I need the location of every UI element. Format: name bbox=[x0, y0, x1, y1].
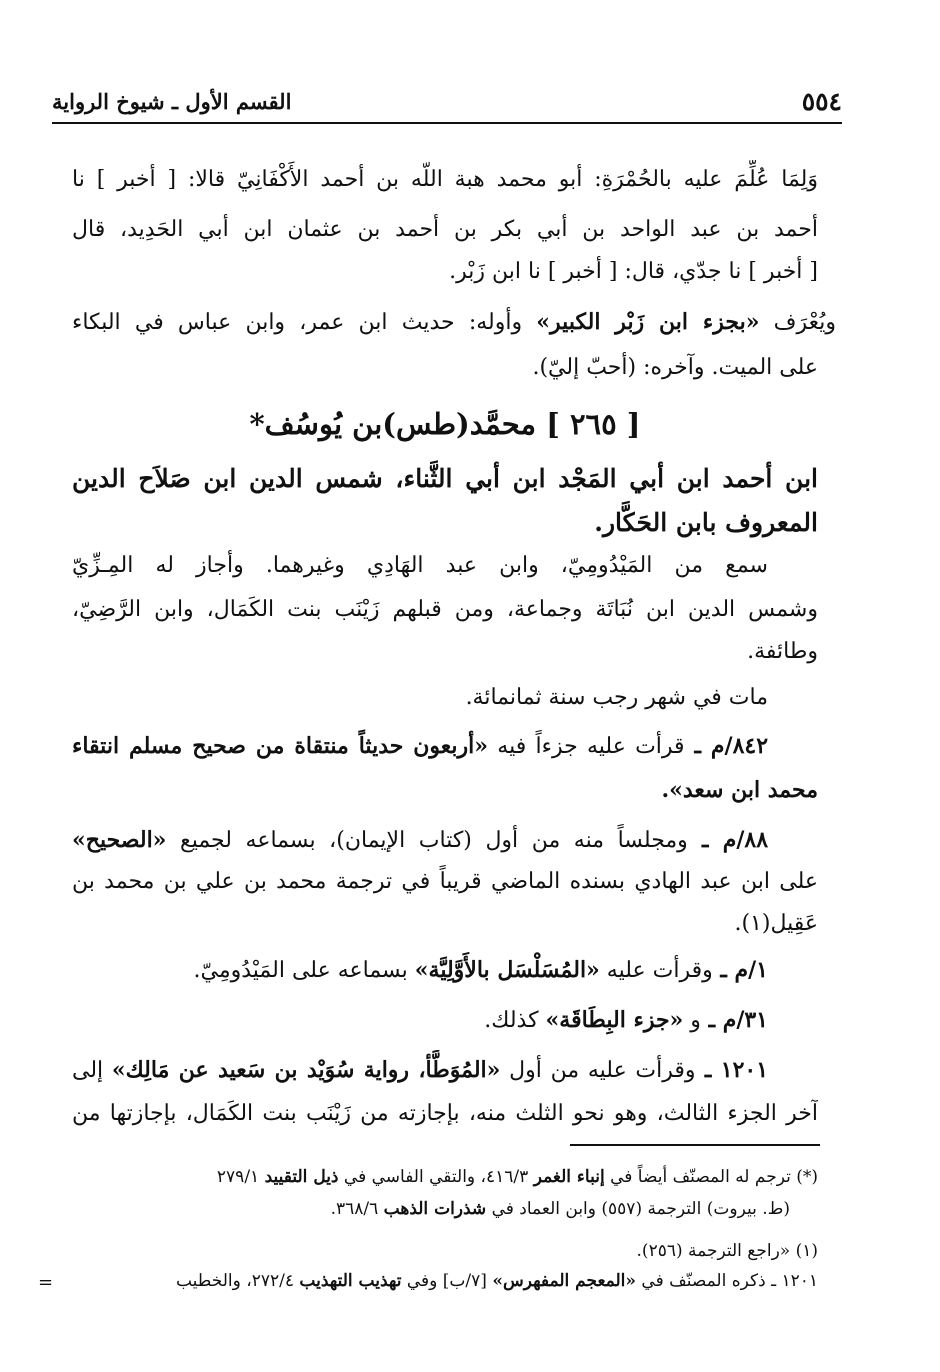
body-line: وَلِمَا عُلِّمَ عليه بالحُمْرَةِ: أبو محمد هبة اللّه بن أحمد الأَكْفَانِيّ قالا: [ أخبر ] نا bbox=[72, 167, 818, 192]
book-title: «المُوَطَّأ، رواية سُوَيْد بن سَعيد عن مَالِك» bbox=[111, 1057, 501, 1083]
footnote: (١) «راجع الترجمة (٢٥٦). bbox=[636, 1241, 818, 1261]
footnote: (*) ترجم له المصنّف أيضاً في إنباء الغمر ٤١٦/٣، والتقي الفاسي في ذيل التقييد ٢٧٩/١ bbox=[216, 1167, 818, 1187]
entry-subheading: ابن أحمد ابن أبي المَجْد ابن أبي الثَّناء، شمس الدين ابن صَلاَح الدين bbox=[72, 464, 818, 493]
body-line: [ أخبر ] نا جدّي، قال: [ أخبر ] نا ابن زَبْر. bbox=[449, 259, 818, 284]
body-line: أحمد بن عبد الواحد بن أبي بكر بن أحمد بن عثمان ابن أبي الحَدِيد، قال bbox=[72, 217, 818, 242]
book-title: «الصحيح» bbox=[72, 827, 167, 853]
body-line: محمد ابن سعد». bbox=[661, 777, 818, 803]
footnote: ١٢٠١ ـ ذكره المصنّف في «المعجم المفهرس» [٧/ب] وفي تهذيب التهذيب ٢٧٢/٤، والخطيب bbox=[175, 1271, 818, 1291]
body-line: وشمس الدين ابن نُبَاتَة وجماعة، ومن قبلهم زَيْنَب بنت الكَمَال، وابن الرَّضِيّ، bbox=[72, 597, 818, 622]
reading-record: ١/م ـ وقرأت عليه «المُسَلْسَل بالأَوَّلِيَّة» بسماعه على المَيْدُومِيّ. bbox=[193, 957, 768, 983]
page-number: ٥٥٤ bbox=[801, 86, 842, 116]
reading-record: ٨٨/م ـ ومجلساً منه من أول (كتاب الإيمان)، بسماعه لجميع «الصحيح» bbox=[72, 827, 768, 853]
body-line: على الميت. وآخره: (أحبّ إليّ). bbox=[532, 355, 818, 380]
body-line: عَقِيل(١). bbox=[734, 911, 818, 936]
entry-heading: [ ٢٦٥ ] محمَّد(طس)بن يُوسُف* bbox=[249, 407, 641, 441]
book-title: «بجزء ابن زَبْر الكبير» bbox=[536, 309, 760, 335]
continuation-mark: = bbox=[38, 1272, 54, 1293]
body-line: ويُعْرَف «بجزء ابن زَبْر الكبير» وأوله: حديث ابن عمر، وابن عباس في البكاء bbox=[72, 309, 836, 335]
body-line: على ابن عبد الهادي بسنده الماضي قريباً في ترجمة محمد بن علي بن محمد بن bbox=[72, 869, 818, 894]
body-line: وطائفة. bbox=[747, 639, 818, 664]
body-line: مات في شهر رجب سنة ثمانمائة. bbox=[465, 685, 768, 710]
entry-subheading: المعروف بابن الحَكَّار. bbox=[594, 508, 818, 537]
book-title: «جزء البِطَاقَة» bbox=[545, 1007, 684, 1033]
body-line: آخر الجزء الثالث، وهو نحو الثلث منه، بإجازته من زَيْنَب بنت الكَمَال، بإجازتها من bbox=[72, 1101, 818, 1126]
reading-record: ٣١/م ـ و «جزء البِطَاقَة» كذلك. bbox=[484, 1007, 768, 1033]
running-header bbox=[52, 80, 842, 124]
section-title: القسم الأول ـ شيوخ الرواية bbox=[52, 88, 292, 114]
body-line: سمع من المَيْدُومِيّ، وابن عبد الهَادِي وغيرهما. وأجاز له المِـزِّيّ bbox=[72, 553, 768, 578]
reading-record: ١٢٠١ ـ وقرأت عليه من أول «المُوَطَّأ، رواية سُوَيْد بن سَعيد عن مَالِك» إلى bbox=[72, 1057, 768, 1083]
footnote-divider bbox=[570, 1144, 820, 1146]
footnote: (ط. بيروت) الترجمة (٥٥٧) وابن العماد في شذرات الذهب ٣٦٨/٦. bbox=[330, 1199, 790, 1219]
book-title: «أربعون حديثاً منتقاة من صحيح مسلم انتقاء bbox=[72, 733, 489, 759]
reading-record: ٨٤٢/م ـ قرأت عليه جزءاً فيه «أربعون حديثاً منتقاة من صحيح مسلم انتقاء bbox=[72, 733, 768, 759]
book-title: «المُسَلْسَل بالأَوَّلِيَّة» bbox=[414, 957, 600, 983]
